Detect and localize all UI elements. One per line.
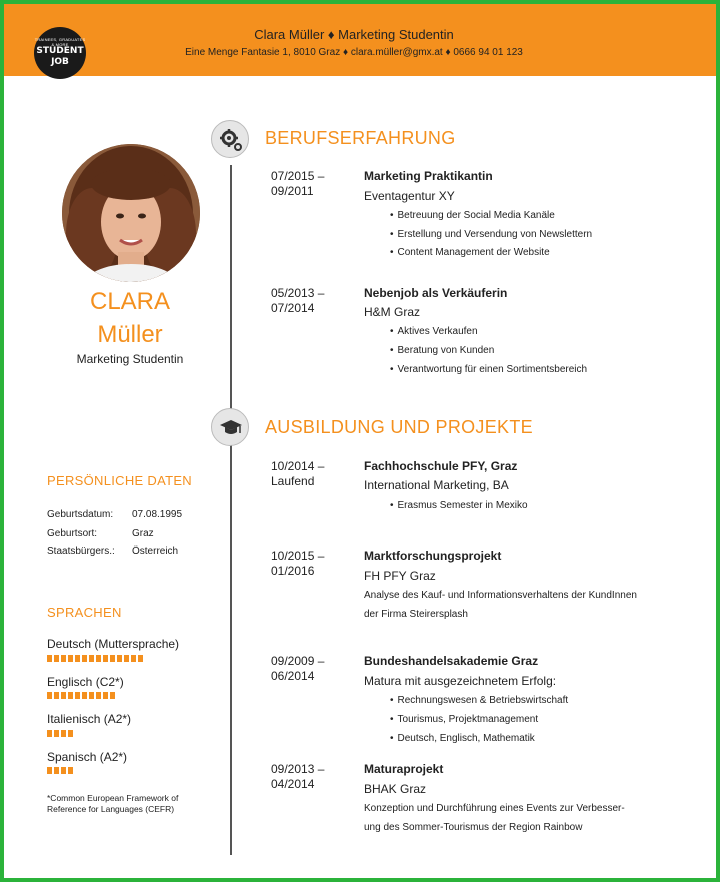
timeline-line	[230, 165, 232, 855]
level-segment	[47, 692, 52, 699]
level-segment	[89, 692, 94, 699]
cefr-footnote: *Common European Framework of Reference for Languages (CEFR)	[47, 793, 179, 814]
desc-line: Analyse des Kauf- und Informationsverhaltens der KundInnen	[364, 590, 637, 601]
personal-data-heading: PERSÖNLICHE DATEN	[47, 473, 192, 488]
entry-org: H&M Graz	[364, 305, 421, 319]
level-segment	[61, 655, 66, 662]
entry-bullet: • Verantwortung für einen Sortimentsbereich	[390, 364, 587, 375]
entry-title: Maturaprojekt	[364, 762, 444, 776]
date-to: 01/2016	[271, 564, 315, 578]
date-from: 05/2013 –	[271, 286, 325, 300]
date-to: 09/2011	[271, 184, 314, 198]
level-segment	[75, 655, 80, 662]
entry-title: Marktforschungsprojekt	[364, 549, 502, 563]
level-segment	[75, 692, 80, 699]
date-to: 07/2014	[271, 301, 315, 315]
entry-org: Matura mit ausgezeichnetem Erfolg:	[364, 674, 557, 688]
level-segment	[68, 655, 73, 662]
desc-line: Konzeption und Durchführung eines Events zur Verbesser-	[364, 803, 625, 814]
level-segment	[110, 655, 115, 662]
language-name-italian: Italienisch (A2*)	[47, 712, 132, 726]
entry-bullet: • Tourismus, Projektmanagement	[390, 714, 538, 725]
level-segment	[103, 655, 108, 662]
level-segment	[54, 692, 59, 699]
language-name-german: Deutsch (Muttersprache)	[47, 637, 180, 651]
personal-row	[47, 528, 154, 539]
entry-org: Eventagentur XY	[364, 189, 455, 203]
date-from: 09/2009 –	[271, 654, 325, 668]
entry-bullet: • Aktives Verkaufen	[390, 326, 478, 337]
level-segment	[124, 655, 129, 662]
language-level-bar	[47, 692, 115, 699]
date-from: 10/2014 –	[271, 459, 325, 473]
entry-bullet: • Erstellung und Versendung von Newslettern	[390, 229, 592, 240]
personal-row	[47, 509, 182, 520]
logo-word-job: JOB	[51, 57, 69, 67]
level-segment	[117, 655, 122, 662]
profile-photo	[62, 144, 200, 282]
languages-heading: SPRACHEN	[47, 605, 122, 620]
last-name: Müller	[97, 321, 163, 348]
experience-heading: BERUFSERFAHRUNG	[265, 128, 456, 148]
language-name-spanish: Spanisch (A2*)	[47, 750, 128, 764]
personal-label: Geburtsdatum:	[47, 509, 114, 520]
entry-date	[271, 169, 324, 199]
date-from: 10/2015 –	[271, 549, 325, 563]
level-segment	[61, 730, 66, 737]
entry-description	[364, 799, 684, 837]
entry-title: Fachhochschule PFY, Graz	[364, 459, 518, 473]
header-bar	[4, 4, 716, 76]
entry-org: FH PFY Graz	[364, 569, 436, 583]
personal-row	[47, 546, 178, 557]
date-from: 07/2015 –	[271, 169, 325, 183]
personal-value: Graz	[132, 528, 154, 539]
entry-title: Bundeshandelsakademie Graz	[364, 654, 539, 668]
language-level-bar	[47, 767, 73, 774]
logo-tagline: TRAINEES, GRADUATES & MORE	[34, 37, 86, 47]
level-segment	[47, 730, 52, 737]
logo-word-student: STUDENT	[36, 46, 84, 56]
entry-bullet: • Betreuung der Social Media Kanäle	[390, 210, 555, 221]
header-name: Clara Müller ♦ Marketing Studentin	[254, 27, 454, 42]
entry-description	[364, 586, 684, 624]
entry-bullet: • Content Management der Website	[390, 247, 550, 258]
entry-org: BHAK Graz	[364, 782, 427, 796]
entry-org: International Marketing, BA	[364, 478, 509, 492]
level-segment	[54, 730, 59, 737]
entry-date	[271, 762, 324, 792]
personal-value: 07.08.1995	[132, 509, 183, 520]
level-segment	[96, 692, 101, 699]
entry-bullet: • Deutsch, Englisch, Mathematik	[390, 733, 535, 744]
language-level-bar	[47, 730, 73, 737]
level-segment	[61, 767, 66, 774]
level-segment	[68, 767, 73, 774]
entry-date	[271, 459, 324, 489]
entry-date	[271, 654, 324, 684]
level-segment	[138, 655, 143, 662]
level-segment	[103, 692, 108, 699]
entry-bullet: • Erasmus Semester in Mexiko	[390, 500, 528, 511]
level-segment	[68, 730, 73, 737]
entry-date	[271, 286, 324, 316]
entry-bullet: • Beratung von Kunden	[390, 345, 494, 356]
desc-line: der Firma Steirersplash	[364, 609, 468, 620]
entry-title: Nebenjob als Verkäuferin	[364, 286, 508, 300]
desc-line: ung des Sommer-Tourismus der Region Rainbow	[364, 822, 583, 833]
level-segment	[82, 655, 87, 662]
level-segment	[54, 655, 59, 662]
education-heading: AUSBILDUNG UND PROJEKTE	[265, 417, 533, 437]
profile-title: Marketing Studentin	[76, 352, 184, 366]
date-to: 04/2014	[271, 777, 315, 791]
graduation-cap-icon	[211, 408, 249, 446]
first-name: CLARA	[89, 288, 171, 315]
gears-icon	[211, 120, 249, 158]
level-segment	[47, 767, 52, 774]
level-segment	[131, 655, 136, 662]
level-segment	[54, 767, 59, 774]
entry-date	[271, 549, 324, 579]
entry-bullet: • Rechnungswesen & Betriebswirtschaft	[390, 695, 568, 706]
level-segment	[89, 655, 94, 662]
level-segment	[47, 655, 52, 662]
personal-label: Geburtsort:	[47, 528, 98, 539]
level-segment	[110, 692, 115, 699]
level-segment	[82, 692, 87, 699]
date-to: 06/2014	[271, 669, 315, 683]
language-name-english: Englisch (C2*)	[47, 675, 124, 689]
entry-title: Marketing Praktikantin	[364, 169, 493, 183]
personal-label: Staatsbürgers.:	[47, 546, 115, 557]
date-from: 09/2013 –	[271, 762, 325, 776]
language-level-bar	[47, 655, 143, 662]
level-segment	[68, 692, 73, 699]
date-to: Laufend	[271, 474, 315, 488]
personal-value: Österreich	[132, 546, 179, 557]
level-segment	[96, 655, 101, 662]
level-segment	[61, 692, 66, 699]
header-contact: Eine Menge Fantasie 1, 8010 Graz ♦ clara.müller@gmx.at ♦ 0666 94 01 123	[185, 47, 523, 58]
